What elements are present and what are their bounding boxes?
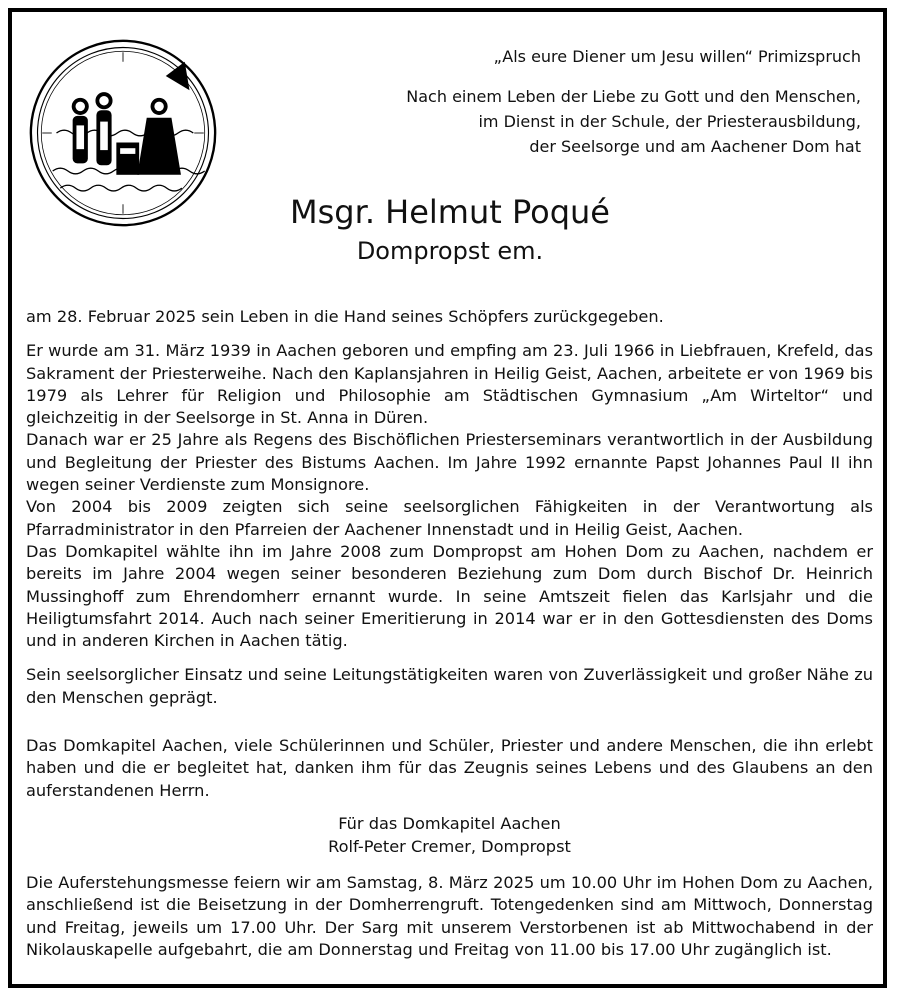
biography-paragraph: Danach war er 25 Jahre als Regens des Bischöflichen Priesterseminars verantwortlich in der Ausbildung und Begleitung der Priester des Bistums Aachen. Im Jahre 1992 ernannte Papst Johannes Paul II ihn wegen seiner Verdienste zum Monsignore.	[26, 430, 873, 495]
intro-line: der Seelsorge und am Aachener Dom hat	[529, 137, 861, 156]
intro-line: Nach einem Leben der Liebe zu Gott und den Menschen,	[406, 87, 861, 106]
death-paragraph: am 28. Februar 2025 sein Leben in die Hand seines Schöpfers zurückgegeben.	[26, 307, 664, 326]
primiz-motto: „Als eure Diener um Jesu willen“ Primizspruch	[493, 47, 861, 66]
funeral-paragraph: Die Auferstehungsmesse feiern wir am Samstag, 8. März 2025 um 10.00 Uhr im Hohen Dom zu Aachen, anschließend ist die Beisetzung in der Domherrengruft. Totengedenken sind am Mittwoch, Donnerstag und Freitag, jeweils um 17.00 Uhr. Der Sarg mit unserem Verstorbenen ist ab Mittwochabend in der Nikolauskapelle aufgebahrt, die am Donnerstag und Freitag von 11.00 bis 17.00 Uhr zugänglich ist.	[26, 872, 873, 959]
intro-line: im Dienst in der Schule, der Priesterausbildung,	[478, 112, 861, 131]
biography-paragraph: Er wurde am 31. März 1939 in Aachen geboren und empfing am 23. Juli 1966 in Liebfrauen, Krefeld, das Sakrament der Priesterweihe. Nach den Kaplansjahren in Heilig Geist, Aachen, arbeitete er von 1969 bis 1979 als Lehrer für Religion und Philosophie am Städtischen Gymnasium „Am Wirteltor“ und gleichzeitig in der Seelsorge in St. Anna in Düren.	[26, 341, 873, 428]
signature-line: Rolf-Peter Cremer, Dompropst	[328, 836, 571, 856]
thanks-paragraph: Das Domkapitel Aachen, viele Schülerinnen und Schüler, Priester und andere Menschen, die ihn erlebt haben und die er begleitet hat, danken ihm für das Zeugnis seines Lebens und des Glaubens an den auferstandenen Herrn.	[26, 736, 873, 800]
deceased-title: Dompropst em.	[356, 237, 544, 265]
signature-block	[26, 812, 873, 858]
character-paragraph: Sein seelsorglicher Einsatz und seine Leitungstätigkeiten waren von Zuverlässigkeit und großer Nähe zu den Menschen geprägt.	[26, 665, 873, 707]
biography-paragraph: Das Domkapitel wählte ihn im Jahre 2008 zum Dompropst am Hohen Dom zu Aachen, nachdem er bereits im Jahre 2004 wegen seiner besonderen Beziehung zum Dom durch Bischof Dr. Heinrich Mussinghoff zum Ehrendomherr ernannt wurde. In seine Amtszeit fielen das Karlsjahr und die Heiligtumsfahrt 2014. Auch nach seiner Emeritierung in 2014 war er in den Gottesdiensten des Doms und in anderen Kirchen in Aachen tätig.	[26, 541, 873, 651]
biography-paragraph: Von 2004 bis 2009 zeigten sich seine seelsorglichen Fähigkeiten in der Verantwortung als Pfarradministrator in den Pfarreien der Aachener Innenstadt und in Heilig Geist, Aachen.	[26, 497, 873, 539]
signature-line: Für das Domkapitel Aachen	[338, 813, 561, 833]
seal-emblem-icon	[28, 38, 218, 228]
deceased-name: Msgr. Helmut Poqué	[290, 193, 610, 231]
